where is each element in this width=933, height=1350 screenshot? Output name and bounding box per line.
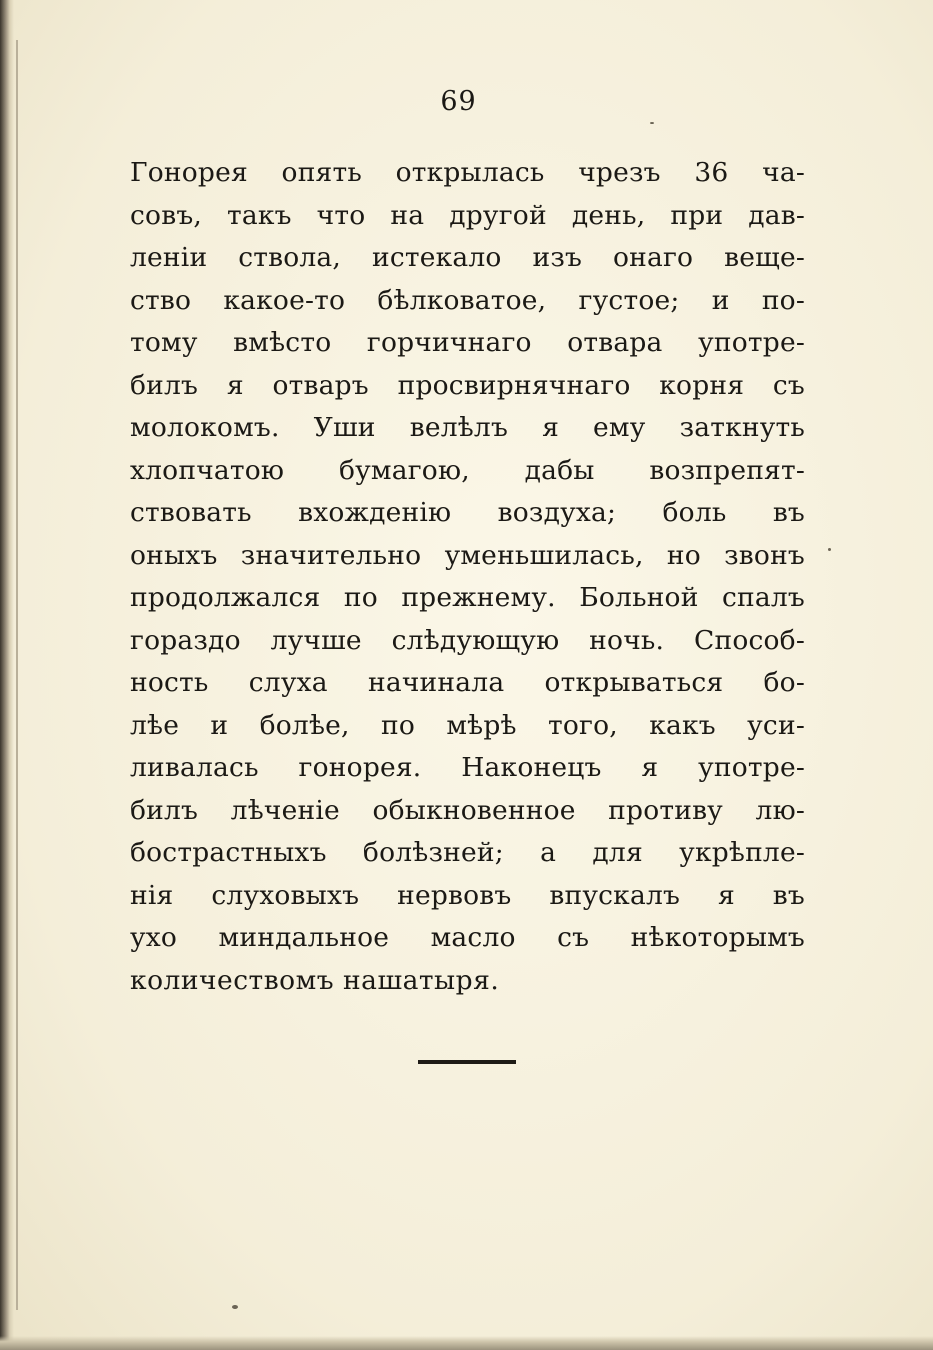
text-line: билъ я отваръ просвирнячнаго корня съ xyxy=(130,369,805,401)
text-line: ливалась гонорея. Наконецъ я употре- xyxy=(130,752,805,783)
text-line-last: количествомъ нашатыря. xyxy=(130,964,500,996)
text-line: тому вмѣсто горчичнаго отвара употре- xyxy=(130,327,805,358)
text-line: бострастныхъ болѣзней; а для укрѣпле- xyxy=(130,837,805,868)
book-spine-shadow xyxy=(0,0,14,1350)
paper-speck xyxy=(650,122,654,124)
text-line: ухо миндальное масло съ нѣкоторымъ xyxy=(130,922,805,953)
text-line: нія слуховыхъ нервовъ впускалъ я въ xyxy=(130,879,805,911)
paper-speck xyxy=(828,548,831,551)
text-line: ствовать вхожденію воздуха; боль въ xyxy=(130,497,805,528)
page-number: 69 xyxy=(440,86,477,117)
text-line: Гонорея опять открылась чрезъ 36 ча- xyxy=(130,157,805,188)
text-line: леніи ствола, истекало изъ онаго веще- xyxy=(130,242,805,273)
text-line: ность слуха начинала открываться бо- xyxy=(130,667,805,698)
text-line: оныхъ значительно уменьшилась, но звонъ xyxy=(130,539,805,571)
spine-edge-line xyxy=(16,40,18,1310)
text-line: гораздо лучше слѣдующую ночь. Способ- xyxy=(130,624,805,656)
page-bottom-edge xyxy=(0,1336,933,1350)
text-line: лѣе и болѣе, по мѣрѣ того, какъ уси- xyxy=(130,709,805,741)
text-line: хлопчатою бумагою, дабы возпрепят- xyxy=(130,454,805,486)
end-rule-divider xyxy=(418,1060,516,1064)
text-line: совъ, такъ что на другой день, при дав- xyxy=(130,199,805,231)
text-line: билъ лѣченіе обыкновенное противу лю- xyxy=(130,794,805,826)
paper-speck xyxy=(232,1305,238,1309)
text-line: продолжался по прежнему. Больной спалъ xyxy=(130,582,805,613)
text-line: ство какое-то бѣлковатое, густое; и по- xyxy=(130,284,805,316)
body-text xyxy=(130,152,805,1002)
text-line: молокомъ. Уши велѣлъ я ему заткнуть xyxy=(130,412,805,443)
